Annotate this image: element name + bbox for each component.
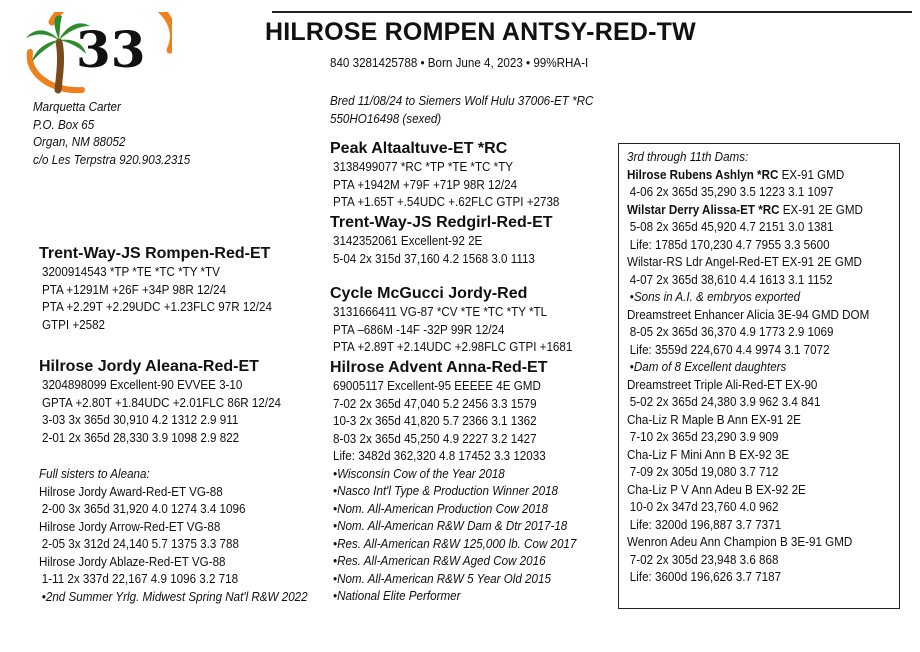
dams-rows [627,167,888,587]
award-line: •Res. All-American R&W Aged Cow 2016 [333,554,546,568]
dam-dam-line: 10-3 2x 365d 41,820 5.7 2366 3.1 1362 [333,414,537,428]
sisters-title: Full sisters to Aleana: [39,467,150,481]
dam-line: 3-03 3x 365d 30,910 4.2 1312 2.9 911 [42,413,239,427]
dam-ancestor-score: EX-91 GMD [778,167,845,182]
dam-sire-line: PTA –686M -14F -32P 99R 12/24 [333,322,505,337]
dam-ancestor-record: Life: 3559d 224,670 4.4 9974 3.1 7072 [629,342,830,357]
dam-ancestor-record: 5-02 2x 365d 24,380 3.9 962 3.4 841 [629,395,821,409]
award-line: •National Elite Performer [333,589,461,603]
consignor-line: c/o Les Terpstra 920.903.2315 [33,152,191,167]
bred-line: 550HO16498 (sexed) [330,111,442,126]
dam-line: 3204898099 Excellent-90 EVVEE 3-10 [42,378,243,392]
dam-ancestor-note: •Sons in A.I. & embryos exported [629,290,801,304]
award-line: •Nom. All-American Production Cow 2018 [333,501,548,516]
animal-info: 840 3281425788 • Born June 4, 2023 • 99%RHA-I [330,56,589,70]
dam-ancestor-name: Cha-Liz P V Ann Adeu B EX-92 2E [627,482,806,497]
dam-ancestor-name: Cha-Liz F Mini Ann B EX-92 3E [627,447,790,462]
sire-sire-line: PTA +1.65T +.54UDC +.62FLC GTPI +2738 [333,195,560,209]
sisters-block [39,466,328,606]
dam-line: GPTA +2.80T +1.84UDC +2.01FLC 86R 12/24 [42,395,281,410]
dam-ancestor-name [627,167,869,185]
award-line: •Wisconsin Cow of the Year 2018 [333,466,505,481]
sire-line: PTA +2.29T +2.29UDC +1.23FLC 97R 12/24 [42,300,272,314]
dam-ancestor-record: Life: 3200d 196,887 3.7 7371 [629,517,782,532]
dam-ancestor-score: EX-91 2E GMD [779,202,863,217]
sire-line: PTA +1291M +26F +34P 98R 12/24 [42,282,227,297]
dam-ancestor-record: 8-05 2x 365d 36,370 4.9 1773 2.9 1069 [629,325,834,339]
dam-sire-line: 3131666411 VG-87 *CV *TE *TC *TY *TL [333,305,548,319]
header-rule [272,11,912,13]
sire-block [39,244,289,334]
sire-line: 3200914543 *TP *TE *TC *TY *TV [42,265,220,279]
dam-sire-block [330,284,590,357]
dam-ancestor-name [627,202,869,220]
dams-list [627,149,888,587]
sire-sire-line: PTA +1942M +79F +71P 98R 12/24 [333,177,518,192]
dam-ancestor-record: 4-07 2x 365d 38,610 4.4 1613 3.1 1152 [629,272,833,287]
dam-ancestor-record: 7-09 2x 305d 19,080 3.7 712 [629,465,779,479]
award-line: •Nasco Int'l Type & Production Winner 2018 [333,484,559,498]
consignor-line: P.O. Box 65 [33,117,95,132]
dam-ancestor-name-bold: Wilstar Derry Alissa-ET *RC [627,202,780,217]
lot-number: 33 [76,20,146,79]
award-line: •Res. All-American R&W 125,000 lb. Cow 2017 [333,536,577,551]
page-title: HILROSE ROMPEN ANTSY-RED-TW [265,18,696,46]
sire-dam-name: Trent-Way-JS Redgirl-Red-ET [330,214,553,231]
dam-ancestor-name-bold: Hilrose Rubens Ashlyn *RC [627,167,779,182]
bred-block [330,93,613,128]
dam-dam-block [330,358,595,606]
consignor-line: Marquetta Carter [33,100,121,114]
dam-ancestor-record: 7-10 2x 365d 23,290 3.9 909 [629,430,779,444]
sire-dam-line: 3142352061 Excellent-92 2E [333,234,483,248]
dams-box-title: 3rd through 11th Dams: [627,150,749,164]
dam-dam-line: 69005117 Excellent-95 EEEEE 4E GMD [333,379,541,393]
dam-ancestor-record: Life: 3600d 196,626 3.7 7187 [629,570,782,584]
dam-ancestor-record: 10-0 2x 347d 23,760 4.0 962 [629,500,779,514]
dam-dam-line: 7-02 2x 365d 47,040 5.2 2456 3.3 1579 [333,396,537,411]
dam-line: 2-01 2x 365d 28,330 3.9 1098 2.9 822 [42,430,240,445]
sister-record: 2-00 3x 365d 31,920 4.0 1274 3.4 1096 [41,502,246,516]
dam-dam-line: 8-03 2x 365d 45,250 4.9 2227 3.2 1427 [333,431,537,446]
sister-note: •2nd Summer Yrlg. Midwest Spring Nat'l R&W 2022 [41,589,308,604]
dam-ancestor-record: 7-02 2x 305d 23,948 3.6 868 [629,552,779,567]
dam-ancestor-record: 4-06 2x 365d 35,290 3.5 1223 3.1 1097 [629,185,834,199]
sire-dam-line: 5-04 2x 315d 37,160 4.2 1568 3.0 1113 [333,251,535,266]
sister-name: Hilrose Jordy Arrow-Red-ET VG-88 [39,519,221,534]
award-line: •Nom. All-American R&W Dam & Dtr 2017-18 [333,519,568,533]
sister-name: Hilrose Jordy Ablaze-Red-ET VG-88 [39,554,226,569]
dam-block [39,357,299,447]
dam-ancestor-record: Life: 1785d 170,230 4.7 7955 3.3 5600 [629,237,830,252]
consignor-block [33,99,202,169]
sire-sire-line: 3138499077 *RC *TP *TE *TC *TY [333,160,514,174]
dam-ancestor-record: 5-08 2x 365d 45,920 4.7 2151 3.0 1381 [629,220,834,234]
dam-dam-line: Life: 3482d 362,320 4.8 17452 3.3 12033 [333,449,546,463]
dam-ancestor-name: Wilstar-RS Ldr Angel-Red-ET EX-91 2E GMD [627,255,862,269]
consignor-line: Organ, NM 88052 [33,135,126,149]
sister-name: Hilrose Jordy Award-Red-ET VG-88 [39,484,223,499]
bred-line: Bred 11/08/24 to Siemers Wolf Hulu 37006-ET *RC [330,94,594,108]
dam-sire-line: PTA +2.89T +2.14UDC +2.98FLC GTPI +1681 [333,340,573,354]
dam-dam-name: Hilrose Advent Anna-Red-ET [330,359,548,376]
sister-record: 1-11 2x 337d 22,167 4.9 1096 3.2 718 [41,572,239,586]
dam-name: Hilrose Jordy Aleana-Red-ET [39,358,259,375]
award-line: •Nom. All-American R&W 5 Year Old 2015 [333,571,551,586]
sire-line: GTPI +2582 [42,317,106,332]
sire-dam-block [330,213,553,268]
dam-ancestor-name: Cha-Liz R Maple B Ann EX-91 2E [627,412,801,427]
dam-sire-name: Cycle McGucci Jordy-Red [330,285,528,302]
dam-ancestor-name: Dreamstreet Enhancer Alicia 3E-94 GMD DOM [627,307,870,322]
dam-ancestor-name: Dreamstreet Triple Ali-Red-ET EX-90 [627,377,818,392]
dam-ancestor-note: •Dam of 8 Excellent daughters [629,360,787,374]
sire-sire-block [330,139,576,212]
sire-sire-name: Peak Altaaltuve-ET *RC [330,140,508,157]
dam-ancestor-name: Wenron Adeu Ann Champion B 3E-91 GMD [627,535,853,549]
sister-record: 2-05 3x 312d 24,140 5.7 1375 3.3 788 [41,537,239,551]
sire-name: Trent-Way-JS Rompen-Red-ET [39,245,271,262]
